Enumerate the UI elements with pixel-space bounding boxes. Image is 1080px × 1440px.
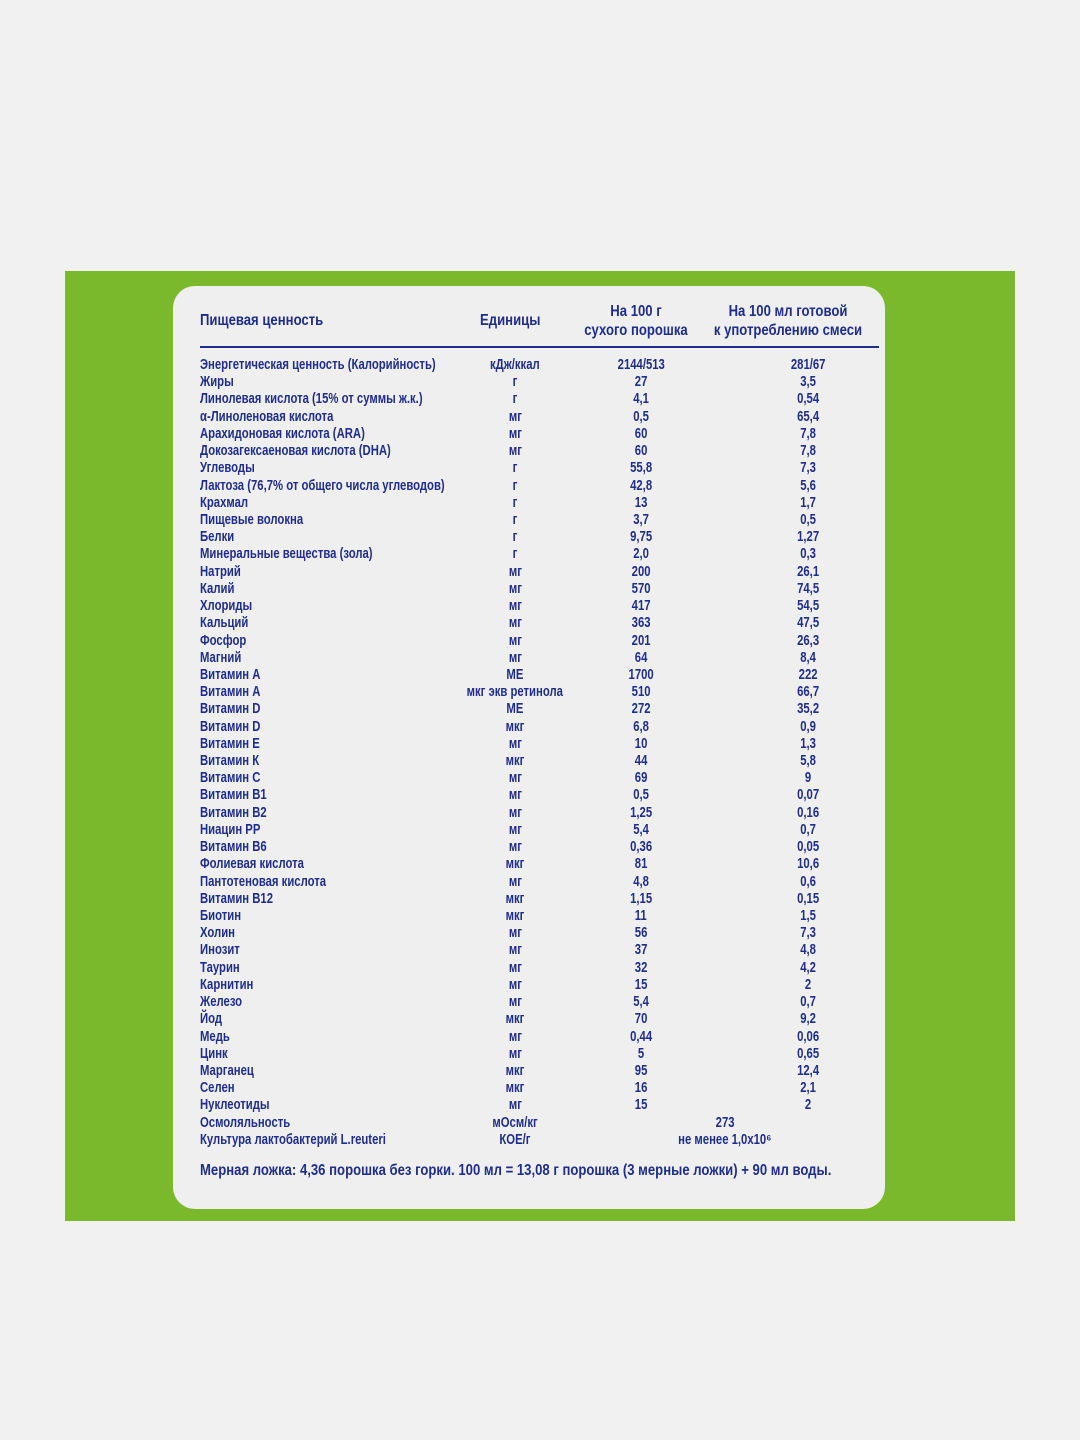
value-per-100g: 200 xyxy=(631,563,651,580)
nutrition-table-card xyxy=(173,286,885,1209)
value-per-100ml: 1,3 xyxy=(800,735,816,752)
value-per-100g: 55,8 xyxy=(629,460,653,477)
nutrient-unit: мкг xyxy=(505,1062,525,1079)
value-per-100g: 42,8 xyxy=(629,477,653,494)
table-row xyxy=(173,391,885,408)
table-row xyxy=(173,1132,885,1149)
table-row xyxy=(173,1063,885,1080)
nutrient-unit: мкг экв ретинола xyxy=(466,684,564,701)
nutrient-unit: г xyxy=(512,546,518,563)
table-row xyxy=(173,633,885,650)
nutrient-name: Хлориды xyxy=(200,598,253,615)
value-per-100g: 64 xyxy=(634,649,648,666)
value-per-100ml: 1,5 xyxy=(800,908,816,924)
value-per-100ml: 2 xyxy=(804,976,812,993)
nutrient-name: Лактоза (76,7% от общего числа углеводов) xyxy=(200,477,445,494)
value-per-100g: 9,75 xyxy=(629,529,653,546)
nutrient-name: Витамин А xyxy=(200,684,261,701)
nutrient-name: Калий xyxy=(200,580,235,597)
table-row xyxy=(173,960,885,977)
value-per-100g: 6,8 xyxy=(633,718,649,735)
nutrient-unit: мг xyxy=(508,649,522,666)
value-per-100ml: 7,3 xyxy=(800,925,816,942)
nutrient-unit: мг xyxy=(508,1097,522,1114)
value-per-100g: 1,15 xyxy=(629,890,653,907)
value-per-100ml: 2,1 xyxy=(800,1080,816,1097)
value-per-100ml: 1,7 xyxy=(800,494,816,511)
nutrient-unit: мг xyxy=(508,873,522,890)
nutrient-name: Витамин С xyxy=(200,770,261,787)
value-per-100g: 417 xyxy=(631,598,651,615)
header-per-100g-line1: На 100 г xyxy=(610,303,662,320)
value-per-100ml: 1,27 xyxy=(796,529,820,546)
value-per-100ml: 5,8 xyxy=(800,753,816,770)
nutrient-name: Витамин В6 xyxy=(200,839,267,856)
table-row xyxy=(173,684,885,701)
header-per-100g-line2: сухого порошка xyxy=(584,322,688,339)
nutrient-name: Натрий xyxy=(200,563,241,580)
nutrient-unit: мг xyxy=(508,839,522,856)
table-row xyxy=(173,856,885,873)
value-per-100g: 5,4 xyxy=(633,994,649,1011)
value-per-100ml: 54,5 xyxy=(796,598,820,615)
value-per-100ml: 12,4 xyxy=(796,1062,820,1079)
value-per-100ml: 0,65 xyxy=(796,1045,820,1062)
value-per-100ml: 0,15 xyxy=(796,890,820,907)
nutrient-unit: мг xyxy=(508,770,522,787)
nutrient-name: Линолевая кислота (15% от суммы ж.к.) xyxy=(200,391,423,408)
nutrient-unit: мг xyxy=(508,821,522,838)
nutrient-unit: мкг xyxy=(505,1011,525,1028)
value-per-100g: 15 xyxy=(634,1097,648,1114)
table-row xyxy=(173,701,885,718)
nutrient-name: Биотин xyxy=(200,908,242,924)
nutrient-unit: г xyxy=(512,529,518,546)
nutrient-unit: мг xyxy=(508,994,522,1011)
nutrient-name: Углеводы xyxy=(200,460,255,477)
nutrient-unit: г xyxy=(512,391,518,408)
value-per-100g: 60 xyxy=(634,425,648,442)
value-per-100ml: 8,4 xyxy=(800,649,816,666)
value-per-100g: 1700 xyxy=(628,666,654,683)
table-row xyxy=(173,1080,885,1097)
nutrient-unit: мкг xyxy=(505,718,525,735)
nutrient-name: Арахидоновая кислота (ARA) xyxy=(200,425,365,442)
value-per-100g: 272 xyxy=(631,701,651,718)
table-row xyxy=(173,719,885,736)
value-per-100g: 95 xyxy=(634,1062,648,1079)
nutrient-unit: КОЕ/г xyxy=(499,1131,531,1148)
table-row xyxy=(173,770,885,787)
nutrient-unit: мкг xyxy=(505,890,525,907)
value-per-100g: 15 xyxy=(634,976,648,993)
header-per-100ml-line1: На 100 мл готовой xyxy=(728,303,848,320)
nutrient-name: Энергетическая ценность (Калорийность) xyxy=(200,357,436,373)
nutrient-unit: мг xyxy=(508,580,522,597)
value-per-100ml: 0,07 xyxy=(796,787,820,804)
nutrient-name: Таурин xyxy=(200,959,240,976)
table-row xyxy=(173,426,885,443)
nutrient-name: Фосфор xyxy=(200,632,247,649)
table-row xyxy=(173,598,885,615)
nutrient-unit: мг xyxy=(508,632,522,649)
nutrient-unit: мг xyxy=(508,976,522,993)
nutrient-unit: мг xyxy=(508,615,522,632)
value-per-100g: 70 xyxy=(634,1011,648,1028)
value-per-100ml: 7,8 xyxy=(800,425,816,442)
nutrient-unit: мг xyxy=(508,443,522,460)
nutrient-name: Минеральные вещества (зола) xyxy=(200,546,373,563)
value-per-100g: 0,5 xyxy=(633,408,649,425)
nutrient-unit: г xyxy=(512,494,518,511)
value-per-100g: 570 xyxy=(631,580,651,597)
value-per-100g: 10 xyxy=(634,735,648,752)
table-row xyxy=(173,460,885,477)
nutrient-name: Марганец xyxy=(200,1062,254,1079)
value-per-100g: 11 xyxy=(635,908,647,924)
nutrient-unit: г xyxy=(512,374,518,391)
value-per-100g: 5,4 xyxy=(633,821,649,838)
table-row xyxy=(173,925,885,942)
value-per-100ml: 2 xyxy=(804,1097,812,1114)
table-row xyxy=(173,1029,885,1046)
nutrient-name: Карнитин xyxy=(200,976,254,993)
value-per-100ml: 0,05 xyxy=(796,839,820,856)
value-per-100ml: 9,2 xyxy=(800,1011,816,1028)
table-row xyxy=(173,805,885,822)
value-per-100g: 16 xyxy=(634,1080,648,1097)
nutrient-name: Витамин А xyxy=(200,666,261,683)
table-row xyxy=(173,942,885,959)
value-per-100ml: 4,2 xyxy=(800,959,816,976)
nutrient-name: Селен xyxy=(200,1080,235,1097)
value-per-100g: 37 xyxy=(634,942,648,959)
header-units: Единицы xyxy=(480,312,541,329)
value-per-100ml: 0,9 xyxy=(800,718,816,735)
value-per-100g: 44 xyxy=(634,753,648,770)
nutrient-name: Кальций xyxy=(200,615,249,632)
nutrient-name: Витамин В1 xyxy=(200,787,267,804)
footer-note: Мерная ложка: 4,36 порошка без горки. 100 мл = 13,08 г порошка (3 мерные ложки) + 90 мл воды. xyxy=(200,1162,832,1179)
value-per-100g: 3,7 xyxy=(633,511,649,528)
table-row xyxy=(173,667,885,684)
nutrient-unit: г xyxy=(512,477,518,494)
nutrient-unit: мг xyxy=(508,1045,522,1062)
table-row xyxy=(173,546,885,563)
nutrient-unit: мг xyxy=(508,598,522,615)
value-per-100g: 1,25 xyxy=(629,804,653,821)
nutrient-name: Жиры xyxy=(200,374,234,391)
nutrient-name: Нуклеотиды xyxy=(200,1097,270,1114)
value-per-100g: 56 xyxy=(634,925,648,942)
table-row xyxy=(173,736,885,753)
table-row xyxy=(173,1011,885,1028)
value-per-100g: 81 xyxy=(634,856,648,873)
nutrient-name: Витамин D xyxy=(200,701,261,718)
value-per-100g: 2,0 xyxy=(633,546,649,563)
value-per-100ml: 26,1 xyxy=(796,563,820,580)
value-per-100ml: 7,3 xyxy=(800,460,816,477)
nutrient-name: Витамин В2 xyxy=(200,804,267,821)
table-row xyxy=(173,1115,885,1132)
value-per-100ml: 35,2 xyxy=(796,701,820,718)
table-row xyxy=(173,977,885,994)
value-per-100g: 27 xyxy=(634,374,648,391)
nutrient-unit: мг xyxy=(508,942,522,959)
nutrient-unit: г xyxy=(512,511,518,528)
nutrient-name: Докозагексаеновая кислота (DHA) xyxy=(200,443,391,460)
value-per-100g: 4,8 xyxy=(633,873,649,890)
nutrient-name: Белки xyxy=(200,529,235,546)
nutrient-name: Витамин Е xyxy=(200,735,260,752)
nutrient-unit: мг xyxy=(508,408,522,425)
value-per-100ml: 0,16 xyxy=(796,804,820,821)
nutrient-name: Железо xyxy=(200,994,243,1011)
combined-value: 273 xyxy=(715,1114,735,1131)
table-row xyxy=(173,908,885,925)
table-row xyxy=(173,581,885,598)
value-per-100ml: 0,54 xyxy=(796,391,820,408)
header-per-100ml-line2: к употреблению смеси xyxy=(713,322,863,339)
value-per-100g: 60 xyxy=(634,443,648,460)
value-per-100ml: 47,5 xyxy=(796,615,820,632)
value-per-100ml: 0,7 xyxy=(800,821,816,838)
nutrient-unit: мг xyxy=(508,1028,522,1045)
value-per-100g: 201 xyxy=(631,632,651,649)
nutrient-name: Крахмал xyxy=(200,494,249,511)
header-per-100g xyxy=(571,302,701,340)
value-per-100ml: 9 xyxy=(804,770,812,787)
value-per-100ml: 66,7 xyxy=(796,684,820,701)
combined-value: не менее 1,0x10⁶ xyxy=(678,1131,772,1148)
nutrient-name: Витамин В12 xyxy=(200,890,273,907)
nutrient-name: Холин xyxy=(200,925,235,942)
header-divider xyxy=(200,346,879,348)
nutrient-unit: мг xyxy=(508,787,522,804)
value-per-100ml: 0,3 xyxy=(800,546,816,563)
nutrient-unit: мОсм/кг xyxy=(492,1114,538,1131)
nutrient-unit: г xyxy=(512,460,518,477)
nutrient-name: Пищевые волокна xyxy=(200,511,304,528)
nutrient-unit: мкг xyxy=(505,753,525,770)
nutrient-name: Фолиевая кислота xyxy=(200,856,304,873)
nutrient-name: Культура лактобактерий L.reuteri xyxy=(200,1131,386,1148)
table-row xyxy=(173,564,885,581)
value-per-100g: 13 xyxy=(634,494,648,511)
table-row xyxy=(173,357,885,374)
table-row xyxy=(173,839,885,856)
table-header xyxy=(173,286,885,348)
value-per-100ml: 10,6 xyxy=(796,856,820,873)
nutrient-unit: мг xyxy=(508,563,522,580)
table-row xyxy=(173,874,885,891)
value-per-100ml: 3,5 xyxy=(800,374,816,391)
value-per-100ml: 65,4 xyxy=(796,408,820,425)
value-per-100ml: 5,6 xyxy=(800,477,816,494)
table-row xyxy=(173,512,885,529)
table-row xyxy=(173,374,885,391)
value-per-100g: 69 xyxy=(634,770,648,787)
header-per-100ml xyxy=(693,302,883,340)
table-body xyxy=(173,357,885,1149)
nutrient-name: Цинк xyxy=(200,1045,228,1062)
nutrient-unit: мкг xyxy=(505,908,525,924)
nutrient-unit: мг xyxy=(508,735,522,752)
nutrient-unit: мг xyxy=(508,804,522,821)
value-per-100g: 0,5 xyxy=(633,787,649,804)
value-per-100g: 2144/513 xyxy=(617,357,665,373)
header-nutritional-value: Пищевая ценность xyxy=(200,312,324,329)
nutrient-name: α-Линоленовая кислота xyxy=(200,408,334,425)
nutrient-unit: кДж/ккал xyxy=(490,357,540,373)
nutrient-unit: мкг xyxy=(505,1080,525,1097)
value-per-100ml: 26,3 xyxy=(796,632,820,649)
table-row xyxy=(173,529,885,546)
value-per-100g: 5 xyxy=(637,1045,645,1062)
value-per-100g: 0,44 xyxy=(629,1028,653,1045)
value-per-100g: 4,1 xyxy=(633,391,649,408)
table-row xyxy=(173,787,885,804)
table-row xyxy=(173,443,885,460)
value-per-100ml: 0,6 xyxy=(800,873,816,890)
value-per-100ml: 74,5 xyxy=(796,580,820,597)
nutrient-name: Йод xyxy=(200,1011,223,1028)
value-per-100ml: 281/67 xyxy=(790,357,826,373)
value-per-100g: 510 xyxy=(631,684,651,701)
nutrient-unit: МЕ xyxy=(506,666,524,683)
nutrient-name: Пантотеновая кислота xyxy=(200,873,327,890)
table-row xyxy=(173,822,885,839)
nutrient-unit: мг xyxy=(508,959,522,976)
nutrient-name: Инозит xyxy=(200,942,240,959)
nutrient-unit: мг xyxy=(508,425,522,442)
value-per-100ml: 0,06 xyxy=(796,1028,820,1045)
value-per-100g: 0,36 xyxy=(629,839,653,856)
value-per-100g: 363 xyxy=(631,615,651,632)
table-row xyxy=(173,495,885,512)
nutrient-name: Ниацин РР xyxy=(200,821,261,838)
table-row xyxy=(173,753,885,770)
nutrient-name: Витамин К xyxy=(200,753,260,770)
nutrient-unit: мг xyxy=(508,925,522,942)
value-per-100ml: 7,8 xyxy=(800,443,816,460)
table-row xyxy=(173,409,885,426)
table-row xyxy=(173,615,885,632)
value-per-100ml: 0,7 xyxy=(800,994,816,1011)
nutrient-unit: мкг xyxy=(505,856,525,873)
nutrient-name: Медь xyxy=(200,1028,230,1045)
nutrient-name: Магний xyxy=(200,649,242,666)
value-per-100g: 32 xyxy=(634,959,648,976)
value-per-100ml: 0,5 xyxy=(800,511,816,528)
value-per-100ml: 222 xyxy=(798,666,818,683)
table-row xyxy=(173,994,885,1011)
table-row xyxy=(173,650,885,667)
value-per-100ml: 4,8 xyxy=(800,942,816,959)
table-row xyxy=(173,1046,885,1063)
nutrient-unit: МЕ xyxy=(506,701,524,718)
nutrient-name: Осмоляльность xyxy=(200,1114,291,1131)
table-row xyxy=(173,891,885,908)
table-row xyxy=(173,478,885,495)
table-row xyxy=(173,1097,885,1114)
nutrient-name: Витамин D xyxy=(200,718,261,735)
